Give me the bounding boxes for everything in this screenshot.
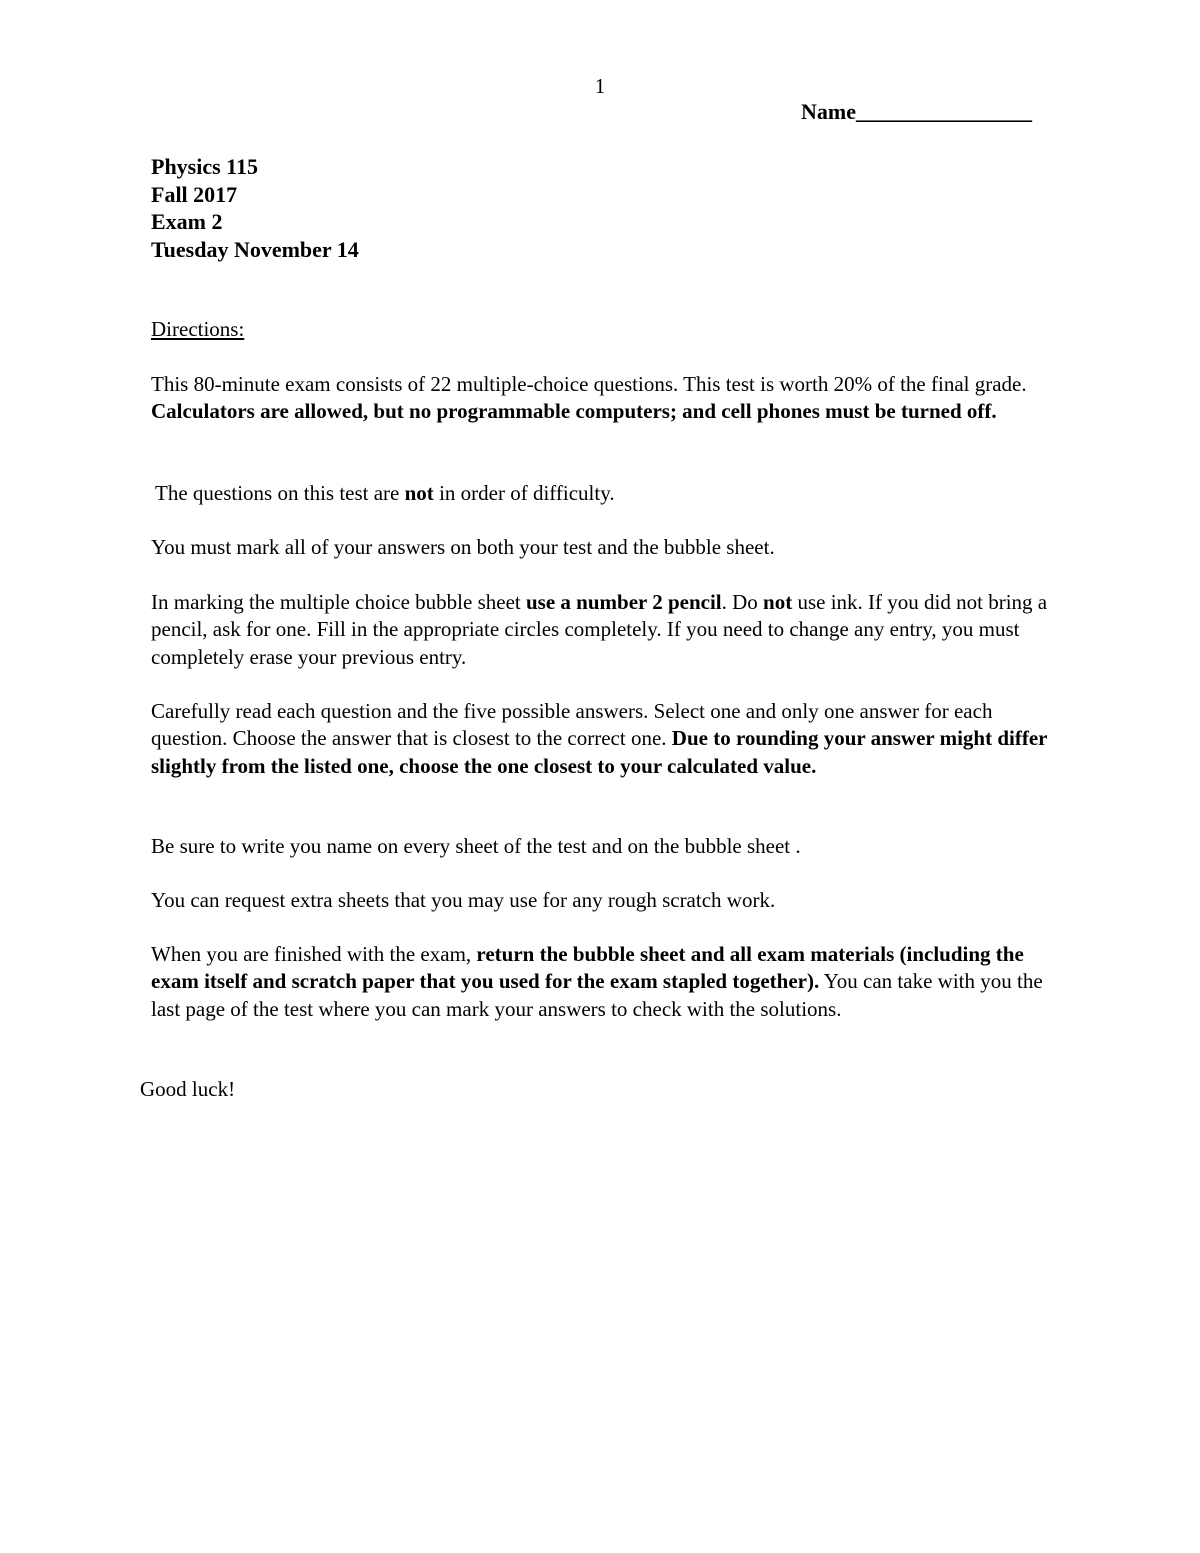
closing-message: Good luck! bbox=[140, 1077, 236, 1101]
paragraph-emphasis: not bbox=[763, 590, 793, 614]
paragraph-text: use ink. If you did not bring a pencil, ask for one. Fill in the appropriate circles completely. If you need to change any entry, you must completely erase your previous entry. bbox=[151, 590, 1048, 669]
paragraph-text: This 80-minute exam consists of 22 multiple-choice questions. This test is worth 20% of the final grade. bbox=[151, 372, 1027, 396]
paragraph-emphasis: return the bubble sheet and all exam materials (including the exam itself and scratch paper that you used for the exam stapled together). bbox=[151, 942, 1024, 994]
exam-title: Exam 2 bbox=[151, 209, 223, 234]
exam-header bbox=[151, 153, 359, 263]
paragraph-emphasis: not bbox=[404, 481, 434, 505]
paragraph-emphasis: use a number 2 pencil bbox=[525, 590, 722, 614]
paragraph-text: Be sure to write you name on every sheet of the test and on the bubble sheet . bbox=[151, 834, 801, 858]
directions-paragraph-read-carefully bbox=[151, 698, 1071, 780]
paragraph-text: in order of difficulty. bbox=[433, 481, 615, 505]
directions-paragraph-pencil bbox=[151, 589, 1071, 671]
directions-paragraph-finishing bbox=[151, 941, 1071, 1023]
exam-date: Tuesday November 14 bbox=[151, 236, 359, 262]
course-title: Physics 115 bbox=[151, 154, 258, 179]
directions-heading: Directions: bbox=[151, 317, 245, 341]
paragraph-text: The questions on this test are bbox=[155, 481, 405, 505]
name-field: Name________________ bbox=[801, 99, 1032, 124]
term: Fall 2017 bbox=[151, 181, 238, 207]
paragraph-text: . Do bbox=[721, 590, 764, 614]
paragraph-text: When you are finished with the exam, bbox=[151, 942, 477, 966]
directions-paragraph-difficulty bbox=[155, 480, 1075, 507]
directions-paragraph-scratch-work bbox=[151, 887, 1071, 914]
directions-paragraph-exam-info bbox=[151, 371, 1071, 426]
paragraph-text: You can request extra sheets that you may use for any rough scratch work. bbox=[151, 888, 776, 912]
paragraph-emphasis: Calculators are allowed, but no programmable computers; and cell phones must be turned off. bbox=[151, 399, 997, 424]
paragraph-text: You can take with you the last page of the test where you can mark your answers to check with the solutions. bbox=[151, 969, 1043, 1021]
page-number: 1 bbox=[594, 74, 606, 98]
paragraph-text: You must mark all of your answers on both your test and the bubble sheet. bbox=[151, 535, 775, 559]
paragraph-text: In marking the multiple choice bubble sheet bbox=[151, 590, 526, 614]
paragraph-emphasis: Due to rounding your answer might differ slightly from the listed one, choose the one closest to your calculated value. bbox=[151, 726, 1048, 778]
directions-paragraph-write-name bbox=[151, 833, 1071, 860]
directions-paragraph-mark-answers bbox=[151, 534, 1071, 561]
paragraph-text: Carefully read each question and the five possible answers. Select one and only one answer for each question. Choose the answer that is closest to the correct one. bbox=[151, 699, 993, 751]
